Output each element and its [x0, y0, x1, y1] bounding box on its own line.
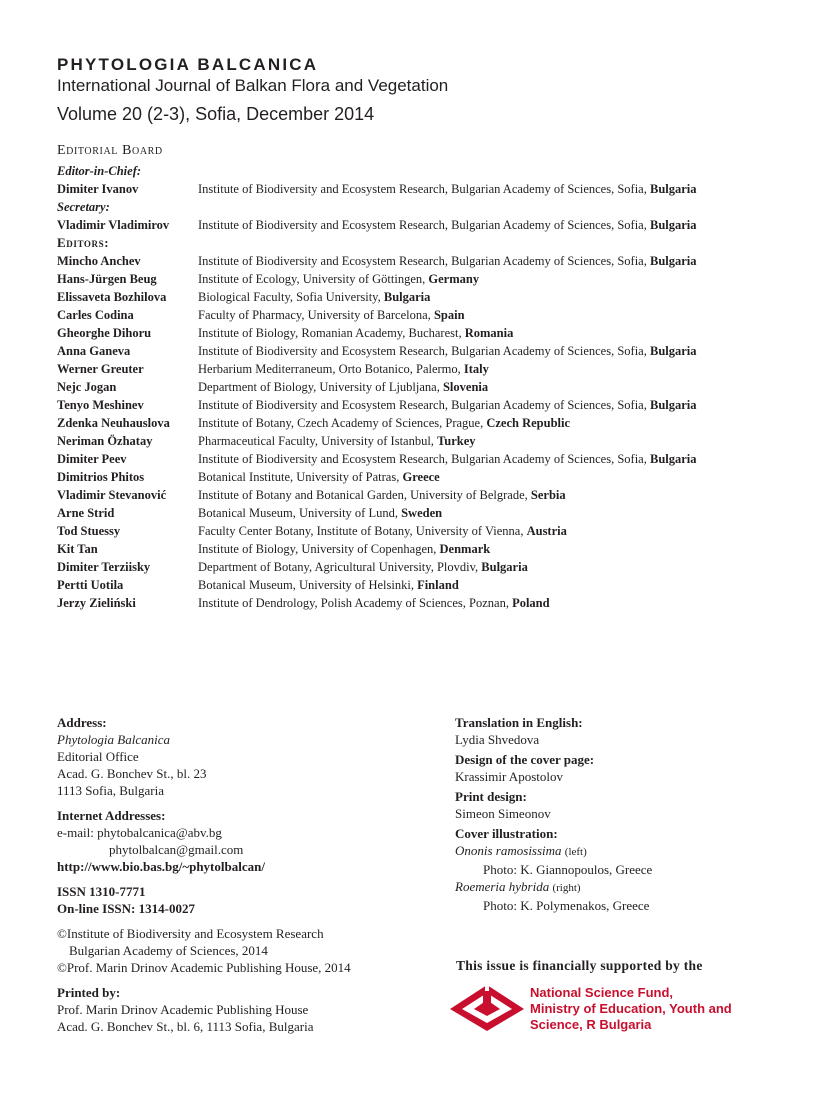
translation-label: Translation in English:: [455, 715, 583, 730]
fund-name-line: National Science Fund,: [530, 985, 674, 1000]
species-position: (right): [552, 882, 581, 894]
member-affiliation: Botanical Museum, University of Helsinki, Finland: [198, 578, 459, 592]
member-country: Germany: [428, 272, 480, 286]
board-member-row: [57, 432, 777, 450]
editors-label: Editors:: [57, 235, 110, 250]
editor-in-chief-label: Editor-in-Chief:: [57, 164, 142, 178]
member-affiliation: Faculty Center Botany, Institute of Botany, University of Vienna, Austria: [198, 524, 567, 538]
member-country: Bulgaria: [649, 218, 697, 232]
printer-line: Acad. G. Bonchev St., bl. 6, 1113 Sofia, Bulgaria: [57, 1019, 314, 1034]
imprint-right-column: [455, 714, 775, 914]
member-affiliation: Institute of Ecology, University of Göttingen, Germany: [198, 272, 480, 286]
member-name: Kit Tan: [57, 542, 98, 556]
print-designer: Simeon Simeonov: [455, 806, 551, 821]
member-country: Denmark: [439, 542, 491, 556]
member-name: Gheorghe Dihoru: [57, 326, 152, 340]
member-name: Hans-Jürgen Beug: [57, 272, 157, 286]
board-member-row: [57, 180, 777, 198]
journal-subtitle: International Journal of Balkan Flora and Vegetation: [57, 76, 449, 95]
address-journal: Phytologia Balcanica: [57, 732, 171, 747]
member-country: Bulgaria: [383, 290, 431, 304]
board-member-row: [57, 270, 777, 288]
email-prefix: e-mail:: [57, 825, 94, 840]
member-affiliation: Department of Biology, University of Ljubljana, Slovenia: [198, 380, 489, 394]
cover-illustration-label: Cover illustration:: [455, 826, 558, 841]
member-country: Bulgaria: [649, 254, 697, 268]
member-name: Carles Codina: [57, 308, 134, 322]
photo-credit: Photo: K. Polymenakos, Greece: [483, 898, 650, 913]
board-member-row: [57, 504, 777, 522]
board-member-row: [57, 288, 777, 306]
printer-line: Prof. Marin Drinov Academic Publishing House: [57, 1002, 309, 1017]
member-name: Zdenka Neuhauslova: [57, 416, 170, 430]
fund-name-line: Science, R Bulgaria: [530, 1017, 652, 1032]
member-affiliation: Pharmaceutical Faculty, University of Istanbul, Turkey: [198, 434, 476, 448]
member-country: Finland: [417, 578, 459, 592]
board-member-row: [57, 468, 777, 486]
member-name: Nejc Jogan: [57, 380, 117, 394]
member-name: Tod Stuessy: [57, 524, 121, 538]
editorial-board-heading: Editorial Board: [57, 143, 163, 158]
member-name: Pertti Uotila: [57, 578, 124, 592]
editorial-board: [57, 142, 777, 612]
editors-list: [57, 252, 777, 612]
copyright-line: Bulgarian Academy of Sciences, 2014: [69, 943, 268, 958]
member-name: Elissaveta Bozhilova: [57, 290, 167, 304]
member-affiliation: Faculty of Pharmacy, University of Barcelona, Spain: [198, 308, 465, 322]
member-country: Czech Republic: [486, 416, 571, 430]
board-member-row: [57, 378, 777, 396]
member-name: Vladimir Vladimirov: [57, 218, 170, 232]
board-member-row: [57, 306, 777, 324]
member-country: Austria: [526, 524, 567, 538]
species-name: Roemeria hybrida: [455, 879, 550, 894]
issn-online: On-line ISSN: 1314-0027: [57, 901, 195, 916]
secretary-label: Secretary:: [57, 200, 110, 214]
member-affiliation: Institute of Biodiversity and Ecosystem Research, Bulgarian Academy of Sciences, Sofia, Bulgaria: [198, 218, 697, 232]
board-member-row: [57, 360, 777, 378]
print-design-label: Print design:: [455, 789, 527, 804]
member-name: Dimiter Peev: [57, 452, 127, 466]
member-country: Bulgaria: [649, 398, 697, 412]
member-country: Bulgaria: [481, 560, 528, 574]
fund-name: [530, 985, 770, 1033]
journal-name: PHYTOLOGIA BALCANICA: [57, 55, 319, 74]
member-affiliation: Herbarium Mediterraneum, Orto Botanico, Palermo, Italy: [198, 362, 489, 376]
member-name: Dimiter Ivanov: [57, 182, 139, 196]
species-line: [455, 842, 775, 861]
species-line: [455, 878, 775, 897]
board-member-row: [57, 252, 777, 270]
member-affiliation: Institute of Botany and Botanical Garden, University of Belgrade, Serbia: [198, 488, 566, 502]
board-member-row: [57, 540, 777, 558]
email-line: [57, 824, 417, 841]
board-member-row: [57, 522, 777, 540]
member-affiliation: Institute of Biodiversity and Ecosystem Research, Bulgarian Academy of Sciences, Sofia, Bulgaria: [198, 452, 697, 466]
member-country: Sweden: [401, 506, 443, 520]
member-country: Bulgaria: [649, 344, 697, 358]
fund-name-line: Ministry of Education, Youth and: [530, 1001, 732, 1016]
board-member-row: [57, 486, 777, 504]
member-country: Bulgaria: [649, 452, 697, 466]
member-affiliation: Institute of Botany, Czech Academy of Sciences, Prague, Czech Republic: [198, 416, 571, 430]
printed-by-label: Printed by:: [57, 985, 121, 1000]
member-country: Slovenia: [442, 380, 489, 394]
member-affiliation: Biological Faculty, Sofia University, Bulgaria: [198, 290, 431, 304]
member-name: Vladimir Stevanović: [57, 488, 167, 502]
member-affiliation: Institute of Biology, University of Copenhagen, Denmark: [198, 542, 491, 556]
volume-line: Volume 20 (2-3), Sofia, December 2014: [57, 104, 375, 124]
member-affiliation: Institute of Biodiversity and Ecosystem Research, Bulgarian Academy of Sciences, Sofia, Bulgaria: [198, 398, 697, 412]
internet-label: Internet Addresses:: [57, 808, 166, 823]
email-link[interactable]: phytolbalcan@gmail.com: [109, 842, 244, 857]
funding-statement: This issue is financially supported by the: [456, 958, 703, 973]
species-position: (left): [564, 846, 587, 858]
member-affiliation: Institute of Biodiversity and Ecosystem Research, Bulgarian Academy of Sciences, Sofia, Bulgaria: [198, 182, 697, 196]
member-country: Greece: [402, 470, 440, 484]
member-name: Mincho Anchev: [57, 254, 141, 268]
member-name: Tenyo Meshinev: [57, 398, 144, 412]
member-name: Dimitrios Phitos: [57, 470, 145, 484]
issn-print: ISSN 1310-7771: [57, 884, 146, 899]
copyright-line: ©Institute of Biodiversity and Ecosystem Research: [57, 926, 324, 941]
member-affiliation: Institute of Dendrology, Polish Academy of Sciences, Poznan, Poland: [198, 596, 550, 610]
address-line: Acad. G. Bonchev St., bl. 23: [57, 766, 207, 781]
address-line: Editorial Office: [57, 749, 139, 764]
email-link[interactable]: phytobalcanica@abv.bg: [97, 825, 222, 840]
member-country: Italy: [463, 362, 489, 376]
board-member-row: [57, 450, 777, 468]
national-science-fund-logo-icon: [448, 983, 526, 1033]
member-country: Serbia: [530, 488, 566, 502]
member-country: Spain: [433, 308, 465, 322]
copyright-line: ©Prof. Marin Drinov Academic Publishing House, 2014: [57, 960, 351, 975]
member-name: Anna Ganeva: [57, 344, 131, 358]
member-name: Arne Strid: [57, 506, 115, 520]
board-member-row: [57, 558, 777, 576]
member-affiliation: Botanical Museum, University of Lund, Sweden: [198, 506, 443, 520]
board-member-row: [57, 216, 777, 234]
member-affiliation: Institute of Biodiversity and Ecosystem Research, Bulgarian Academy of Sciences, Sofia, Bulgaria: [198, 254, 697, 268]
board-member-row: [57, 414, 777, 432]
member-country: Bulgaria: [649, 182, 697, 196]
board-member-row: [57, 324, 777, 342]
translator: Lydia Shvedova: [455, 732, 540, 747]
address-label: Address:: [57, 715, 107, 730]
cover-designer: Krassimir Apostolov: [455, 769, 563, 784]
member-name: Dimiter Terziisky: [57, 560, 151, 574]
board-member-row: [57, 396, 777, 414]
imprint-left-column: [57, 714, 417, 1035]
cover-design-label: Design of the cover page:: [455, 752, 595, 767]
address-line: 1113 Sofia, Bulgaria: [57, 783, 164, 798]
member-affiliation: Department of Botany, Agricultural University, Plovdiv, Bulgaria: [198, 560, 528, 574]
member-affiliation: Institute of Biodiversity and Ecosystem Research, Bulgarian Academy of Sciences, Sofia, Bulgaria: [198, 344, 697, 358]
member-affiliation: Botanical Institute, University of Patras, Greece: [198, 470, 440, 484]
photo-credit: Photo: K. Giannopoulos, Greece: [483, 862, 653, 877]
board-member-row: [57, 594, 777, 612]
member-affiliation: Institute of Biology, Romanian Academy, Bucharest, Romania: [198, 326, 514, 340]
board-member-row: [57, 342, 777, 360]
species-name: Ononis ramosissima: [455, 843, 562, 858]
board-member-row: [57, 576, 777, 594]
member-country: Romania: [464, 326, 514, 340]
website-link[interactable]: http://www.bio.bas.bg/~phytolbalcan/: [57, 859, 265, 874]
member-country: Turkey: [437, 434, 476, 448]
member-name: Neriman Özhatay: [57, 434, 153, 448]
member-country: Poland: [512, 596, 550, 610]
member-name: Jerzy Zieliński: [57, 596, 136, 610]
member-name: Werner Greuter: [57, 362, 144, 376]
